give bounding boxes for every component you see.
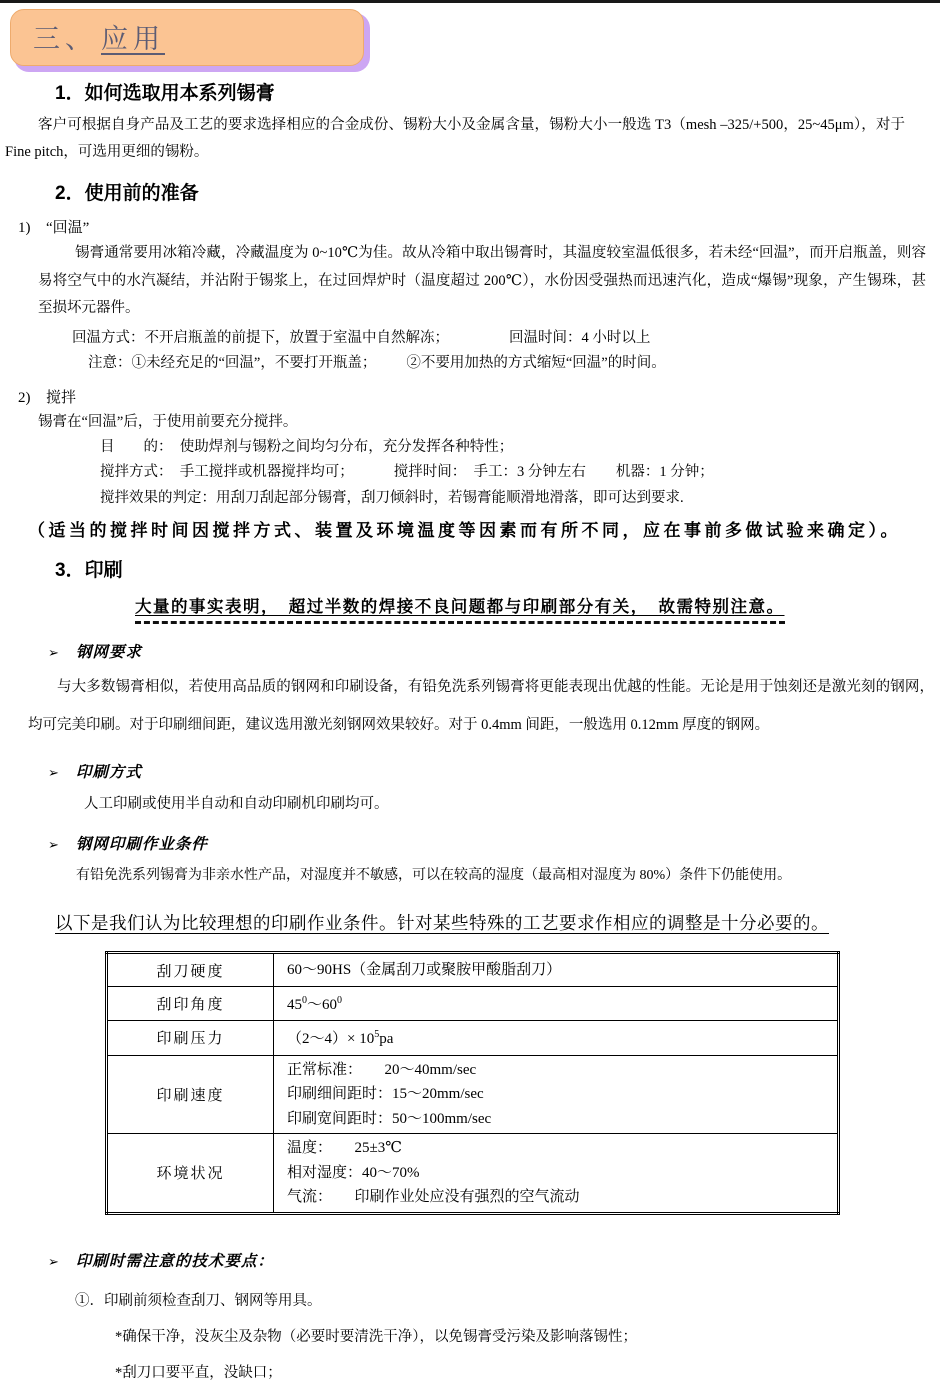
- table-row: [107, 1134, 839, 1214]
- row-label-environment: 环境状况: [107, 1134, 274, 1214]
- list-number: 1): [18, 220, 31, 236]
- row-label-print-angle: 刮印角度: [107, 987, 274, 1021]
- speed-normal: 正常标准： 20～40mm/sec: [287, 1061, 477, 1078]
- paragraph-select-paste: 客户可根据自身产品及工艺的要求选择相应的合金成份、锡粉大小及金属含量，锡粉大小一般选 T3（mesh –325/+500，25~45μm），对于 Fine pitch，可选用更细的锡粉。: [5, 117, 905, 160]
- rewarm-method-line: [72, 326, 940, 350]
- arrow-bullet-icon: ➢: [48, 838, 59, 853]
- paragraph-print-method: 人工印刷或使用半自动和自动印刷机印刷均可。: [84, 796, 389, 812]
- heading-preparation: 2．使用前的准备: [55, 183, 199, 204]
- list-item-rewarm-title: [18, 216, 940, 237]
- stir-method: 搅拌方式： 手工搅拌或机器搅拌均可；: [100, 464, 354, 480]
- ideal-conditions-wrap: [55, 910, 940, 935]
- stir-title: 搅拌: [46, 389, 77, 406]
- spacer: [586, 460, 616, 485]
- tip-straight-blade: *刮刀口要平直，没缺口；: [115, 1364, 282, 1381]
- env-airflow: 气流： 印刷作业处应没有强烈的空气流动: [287, 1189, 580, 1205]
- list-number: 2): [18, 389, 31, 406]
- heading-select-paste: 1．如何选取用本系列锡膏: [55, 83, 275, 104]
- rewarm-time: 回温时间：4 小时以上: [509, 329, 651, 346]
- paragraph-rewarm: 锡膏通常要用冰箱冷藏，冷藏温度为 0~10℃为佳。故从冷箱中取出锡膏时，其温度较室温低很多，若未经“回温”，而开启瓶盖，则容易将空气中的水汽凝结，并沾附于锡浆上，在过回焊炉时（温度超过 200℃），水份因受强热而迅速汽化，造成“爆锡”现象，产生锡珠，甚至损坏元器件。: [38, 245, 926, 316]
- tip-keep-clean: *确保干净，没灰尘及杂物（必要时要清洗干净），以免锡膏受污染及影响落锡性；: [115, 1328, 637, 1345]
- row-value-print-pressure: （2～4）× $10^5pa$: [274, 1020, 839, 1055]
- table-row: [107, 953, 839, 987]
- arrow-bullet-icon: ➢: [48, 766, 59, 781]
- stir-judge: 搅拌效果的判定：用刮刀刮起部分锡膏，刮刀倾斜时，若锡膏能顺滑地滑落，即可达到要求.: [100, 489, 684, 506]
- stir-time-manual: 搅拌时间： 手工：3 分钟左右: [393, 464, 586, 480]
- spacer: [449, 326, 509, 350]
- stir-caution: （适当的搅拌时间因搅拌方式、装置及环境温度等因素而有所不同，应在事前多做试验来确定）。: [28, 521, 901, 540]
- table-row: [107, 1020, 839, 1055]
- banner-prefix: 三、: [33, 24, 97, 54]
- printing-notice-wrap: [135, 593, 940, 624]
- paragraph-stencil: 与大多数锡膏相似，若使用高品质的钢网和印刷设备，有铅免洗系列锡膏将更能表现出优越的性能。无论是用于蚀刻还是激光刻的钢网，均可完美印刷。对于印刷细间距，建议选用激光刻钢网效果较好。对于 0.4mm 间距，一般选用 0.12mm 厚度的钢网。: [28, 679, 934, 733]
- banner-title: 应用: [101, 24, 165, 54]
- spacer: [354, 460, 394, 485]
- stir-judge-line: [100, 486, 940, 511]
- arrow-bullet-icon: ➢: [48, 646, 59, 661]
- ideal-conditions-line: 以下是我们认为比较理想的印刷作业条件。针对某些特殊的工艺要求作相应的调整是十分必要的。: [55, 913, 829, 933]
- table-row: [107, 1055, 839, 1134]
- rewarm-note-2: ②不要用加热的方式缩短“回温”的时间。: [406, 354, 666, 371]
- page-top-rule: [0, 0, 940, 3]
- paragraph-humidity: 有铅免洗系列锡膏为非亲水性产品，对湿度并不敏感，可以在较高的湿度（最高相对湿度为 80%）条件下仍能使用。: [76, 868, 792, 883]
- env-humidity: 相对湿度：40～70%: [287, 1164, 420, 1181]
- stir-purpose-line: [100, 435, 940, 460]
- rewarm-method: 回温方式：不开启瓶盖的前提下，放置于室温中自然解冻；: [72, 329, 449, 346]
- rewarm-note-1: 注意：①未经充足的“回温”，不要打开瓶盖；: [88, 354, 377, 371]
- row-value-environment: [274, 1134, 839, 1214]
- stir-method-line: [100, 460, 940, 485]
- arrow-bullet-icon: ➢: [48, 1254, 59, 1270]
- bullet-printing-tips: [48, 1249, 940, 1271]
- rewarm-title: “回温”: [46, 220, 90, 236]
- row-label-squeegee-hardness: 刮刀硬度: [107, 953, 274, 987]
- stir-purpose: 目 的： 使助焊剂与锡粉之间均匀分布，充分发挥各种特性；: [100, 438, 514, 455]
- rewarm-note-line: [88, 351, 940, 375]
- row-label-print-speed: 印刷速度: [107, 1055, 274, 1134]
- tip-check-tools: ①．印刷前须检查刮刀、钢网等用具。: [75, 1292, 322, 1309]
- printing-notice: 大量的事实表明， 超过半数的焊接不良问题都与印刷部分有关， 故需特别注意。: [135, 593, 785, 624]
- print-conditions-table: [105, 951, 840, 1215]
- stir-intro: 锡膏在“回温”后，于使用前要充分搅拌。: [38, 413, 298, 430]
- bullet-print-conditions: [48, 832, 940, 854]
- stir-time-machine: 机器：1 分钟；: [615, 464, 714, 480]
- table-row: [107, 987, 839, 1021]
- row-value-print-angle: $45^0\sim 60^0$: [274, 987, 839, 1021]
- heading-printing: 3．印刷: [55, 560, 123, 581]
- bullet-title-print-method: 印刷方式: [75, 764, 142, 781]
- speed-wide-pitch: 印刷宽间距时：50～100mm/sec: [287, 1110, 492, 1127]
- row-label-print-pressure: 印刷压力: [107, 1020, 274, 1055]
- speed-fine-pitch: 印刷细间距时：15～20mm/sec: [287, 1086, 484, 1102]
- row-value-print-speed: [274, 1055, 839, 1134]
- bullet-title-printing-tips: 印刷时需注意的技术要点：: [75, 1252, 274, 1270]
- bullet-title-print-conditions: 钢网印刷作业条件: [75, 836, 208, 853]
- row-value-squeegee-hardness: 60～90HS（金属刮刀或聚胺甲酸脂刮刀）: [274, 953, 839, 987]
- list-item-stir-title: [18, 386, 940, 407]
- bullet-print-method: [48, 760, 940, 782]
- bullet-title-stencil: 钢网要求: [75, 644, 142, 661]
- env-temperature: 温度： 25±3℃: [287, 1140, 403, 1156]
- bullet-stencil-requirements: [48, 640, 940, 662]
- spacer: [376, 351, 406, 375]
- section-banner: [10, 9, 364, 66]
